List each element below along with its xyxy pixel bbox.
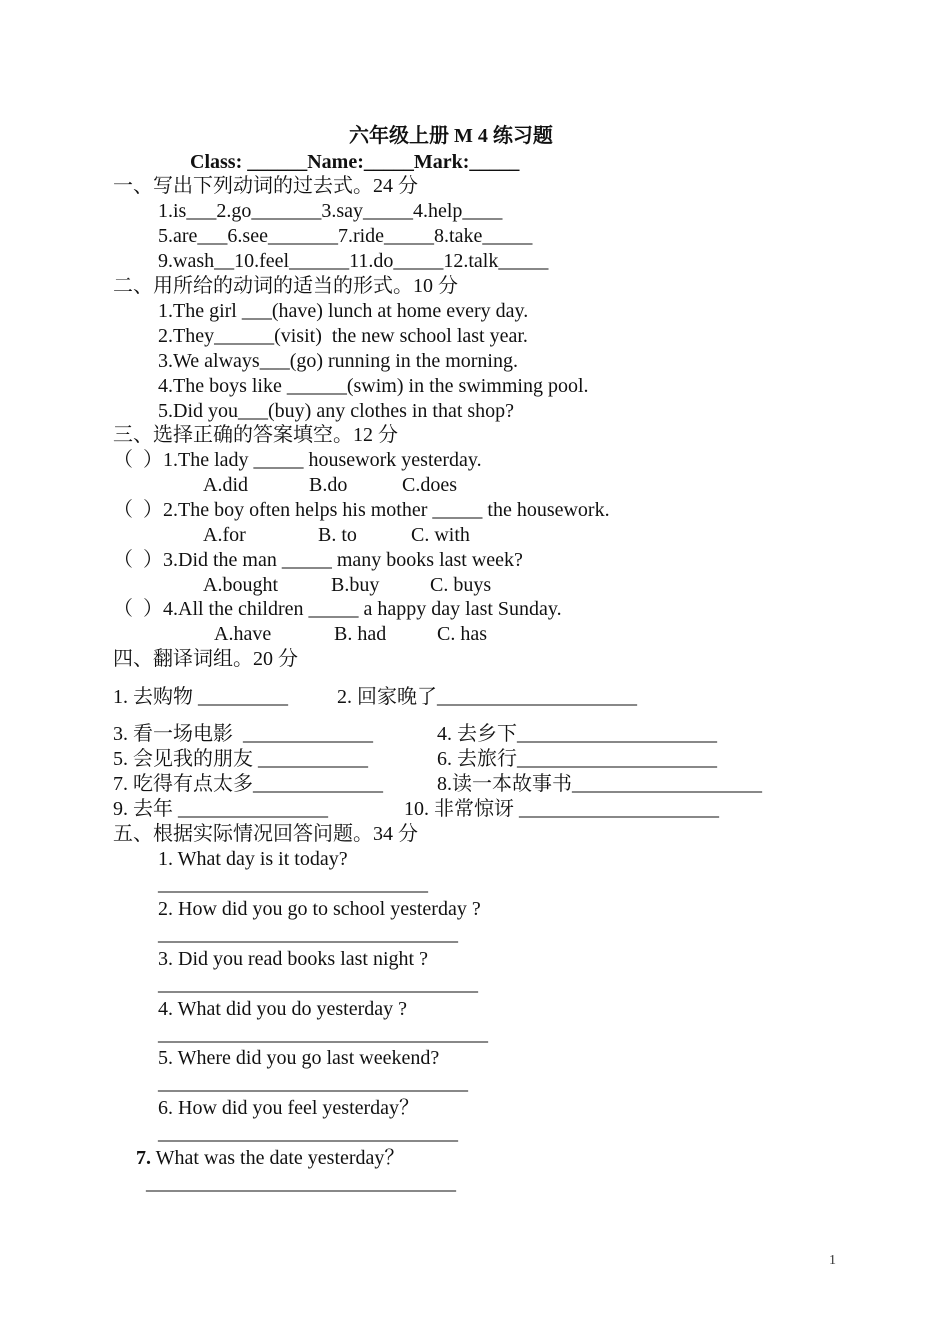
translate-item: 5. 会见我的朋友 ___________ (113, 748, 368, 770)
translate-item: 2. 回家晚了____________________ (337, 686, 637, 708)
section-1-line: 5.are___6.see_______7.ride_____8.take_____ (158, 225, 533, 247)
section-2-line: 4.The boys like ______(swim) in the swimming pool. (158, 375, 589, 397)
question-7-text: What was the date yesterday？ (151, 1147, 405, 1169)
answer-question: 2. How did you go to school yesterday ? (158, 898, 481, 920)
answer-line: ________________________________ (158, 973, 478, 995)
choice-option-c: C. buys (430, 574, 492, 596)
translate-item: 4. 去乡下____________________ (437, 723, 717, 745)
section-2-line: 3.We always___(go) running in the morning. (158, 350, 518, 372)
section-1-line: 1.is___2.go_______3.say_____4.help____ (158, 200, 503, 222)
choice-question: （ ）2.The boy often helps his mother _____ the housework. (113, 499, 610, 521)
translate-item: 3. 看一场电影 _____________ (113, 723, 373, 745)
answer-question: 6. How did you feel yesterday？ (158, 1097, 420, 1119)
translate-item: 8.读一本故事书___________________ (437, 773, 762, 795)
translate-item: 1. 去购物 _________ (113, 686, 288, 708)
answer-question: 4. What did you do yesterday ? (158, 998, 408, 1020)
answer-line: ______________________________ (158, 923, 458, 945)
answer-line: ___________________________ (158, 873, 428, 895)
choice-option-b: B.do (309, 474, 348, 496)
answer-line: _______________________________ (158, 1072, 468, 1094)
answer-question-7 (136, 1146, 404, 1170)
section-2-line: 2.They______(visit) the new school last year. (158, 325, 528, 347)
question-7-number: 7. (136, 1147, 151, 1169)
page-number: 1 (829, 1253, 836, 1268)
answer-line: _______________________________ (146, 1172, 456, 1194)
section-3-heading: 三、选择正确的答案填空。12 分 (113, 424, 398, 446)
choice-option-b: B. had (334, 623, 387, 645)
answer-line: _________________________________ (158, 1023, 488, 1045)
answer-question: 1. What day is it today? (158, 848, 348, 870)
translate-item: 10. 非常惊讶 ____________________ (404, 798, 719, 820)
choice-option-c: C. has (437, 623, 487, 645)
choice-question: （ ）4.All the children _____ a happy day last Sunday. (113, 598, 562, 620)
page-title: 六年级上册 M 4 练习题 (349, 125, 553, 147)
section-5-heading: 五、根据实际情况回答问题。34 分 (113, 823, 418, 845)
choice-option-a: A.have (214, 623, 272, 645)
class-name-mark-line: Class: ______Name:_____Mark:_____ (190, 151, 520, 173)
section-1-line: 9.wash__10.feel______11.do_____12.talk_____ (158, 250, 549, 272)
choice-option-c: C. with (411, 524, 470, 546)
translate-item: 7. 吃得有点太多_____________ (113, 773, 383, 795)
choice-question: （ ）1.The lady _____ housework yesterday. (113, 449, 482, 471)
translate-item: 9. 去年 _______________ (113, 798, 328, 820)
section-4-heading: 四、翻译词组。20 分 (113, 648, 298, 670)
answer-question: 3. Did you read books last night ? (158, 948, 428, 970)
translate-item: 6. 去旅行____________________ (437, 748, 717, 770)
choice-option-b: B.buy (331, 574, 380, 596)
section-2-heading: 二、用所给的动词的适当的形式。10 分 (113, 275, 458, 297)
choice-option-c: C.does (402, 474, 457, 496)
choice-question: （ ）3.Did the man _____ many books last week? (113, 549, 523, 571)
section-2-line: 5.Did you___(buy) any clothes in that shop? (158, 400, 515, 422)
section-1-heading: 一、写出下列动词的过去式。24 分 (113, 175, 418, 197)
answer-question: 5. Where did you go last weekend? (158, 1047, 440, 1069)
choice-option-a: A.did (203, 474, 248, 496)
answer-line: ______________________________ (158, 1122, 458, 1144)
choice-option-b: B. to (318, 524, 357, 546)
choice-option-a: A.for (203, 524, 246, 546)
section-2-line: 1.The girl ___(have) lunch at home every day. (158, 300, 529, 322)
choice-option-a: A.bought (203, 574, 278, 596)
